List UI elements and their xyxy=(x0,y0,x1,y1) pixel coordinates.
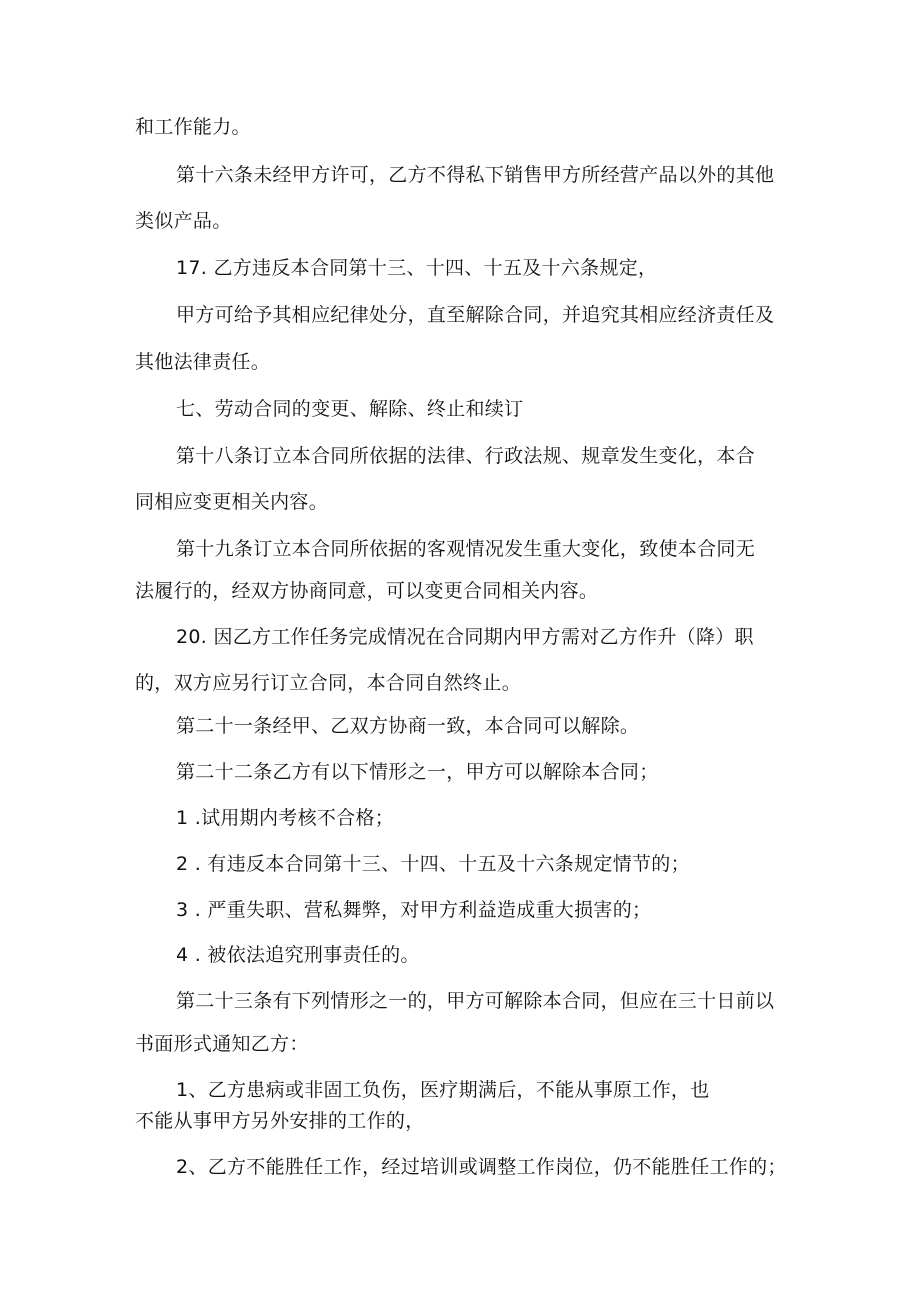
text-line: 第二十三条有下列情形之一的，甲方可解除本合同，但应在三十日前以 xyxy=(176,990,775,1012)
text-line: 不能从事甲方另外安排的工作的， xyxy=(135,1110,425,1132)
text-line: 20. 因乙方工作任务完成情况在合同期内甲方需对乙方作升（降）职 xyxy=(176,626,754,648)
text-line: 17. 乙方违反本合同第十三、十四、十五及十六条规定， xyxy=(176,257,658,279)
text-line: 书面形式通知乙方： xyxy=(135,1033,309,1055)
list-item: 1、乙方患病或非固工负伤，医疗期满后，不能从事原工作，也 xyxy=(176,1079,710,1101)
text-line: 类似产品。 xyxy=(135,210,232,232)
text-line: 的，双方应另行订立合同，本合同自然终止。 xyxy=(135,672,522,694)
list-item: 1 .试用期内考核不合格； xyxy=(176,807,395,829)
text-line: 法履行的，经双方协商同意，可以变更合同相关内容。 xyxy=(135,580,599,602)
text-line: 第十九条订立本合同所依据的客观情况发生重大变化，致使本合同无 xyxy=(176,538,756,560)
list-item: 2、乙方不能胜任工作，经过培训或调整工作岗位，仍不能胜任工作的； xyxy=(176,1156,787,1178)
section-heading: 七、劳动合同的变更、解除、终止和续订 xyxy=(176,398,524,420)
text-line: 其他法律责任。 xyxy=(135,351,271,373)
list-item: 2 . 有违反本合同第十三、十四、十五及十六条规定情节的； xyxy=(176,853,690,875)
text-line: 第二十一条经甲、乙双方协商一致，本合同可以解除。 xyxy=(176,715,640,737)
text-line: 第二十二条乙方有以下情形之一，甲方可以解除本合同； xyxy=(176,761,659,783)
text-line: 和工作能力。 xyxy=(135,116,251,138)
text-line: 甲方可给予其相应纪律处分，直至解除合同，并追究其相应经济责任及 xyxy=(176,304,775,326)
text-line: 同相应变更相关内容。 xyxy=(135,491,329,513)
list-item: 4 . 被依法追究刑事责任的。 xyxy=(176,944,420,966)
text-line: 第十六条未经甲方许可，乙方不得私下销售甲方所经营产品以外的其他 xyxy=(176,164,775,186)
text-line: 第十八条订立本合同所依据的法律、行政法规、规章发生变化，本合 xyxy=(176,445,756,467)
list-item: 3 . 严重失职、营私舞弊，对甲方利益造成重大损害的； xyxy=(176,899,652,921)
